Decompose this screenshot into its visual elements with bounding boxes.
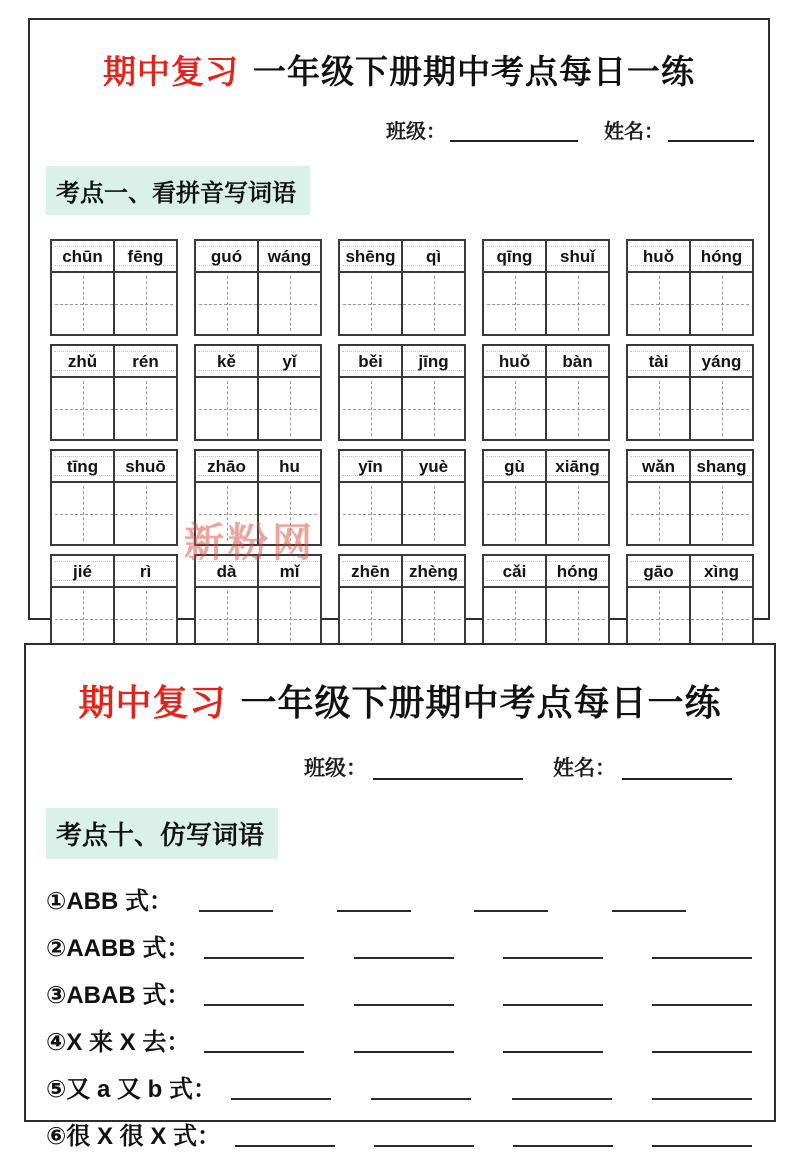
pinyin-syllable: zhāo xyxy=(196,451,259,481)
writing-cell xyxy=(115,588,176,649)
writing-cell xyxy=(259,273,320,334)
pinyin-word-box xyxy=(482,344,610,441)
pinyin-row xyxy=(196,451,320,483)
pinyin-word-box xyxy=(194,344,322,441)
writing-cell xyxy=(547,588,608,649)
writing-area xyxy=(628,378,752,439)
worksheet-page-2 xyxy=(24,643,776,1150)
pinyin-word-box xyxy=(482,449,610,546)
class-field-line xyxy=(373,759,523,780)
writing-cell xyxy=(403,378,464,439)
pinyin-word-box xyxy=(338,554,466,651)
answer-blanks xyxy=(204,994,752,1016)
answer-blank xyxy=(371,1088,471,1100)
class-field-line xyxy=(450,122,578,142)
writing-cell xyxy=(691,378,752,439)
pinyin-row xyxy=(484,451,608,483)
pinyin-row xyxy=(484,556,608,588)
writing-cell xyxy=(340,273,403,334)
class-label: 班级： xyxy=(386,121,446,143)
pinyin-syllable: wǎn xyxy=(628,451,691,481)
pattern-item xyxy=(46,1016,752,1063)
writing-area xyxy=(52,483,176,544)
pinyin-word-box xyxy=(50,239,178,336)
title-badge: 期中复习 xyxy=(78,682,227,723)
writing-area xyxy=(628,483,752,544)
writing-cell xyxy=(547,273,608,334)
pinyin-word-box xyxy=(50,344,178,441)
writing-cell xyxy=(52,483,115,544)
writing-cell xyxy=(691,483,752,544)
pinyin-syllable: shuō xyxy=(125,456,166,476)
writing-cell xyxy=(115,378,176,439)
pinyin-syllable: jīng xyxy=(418,351,449,371)
writing-area xyxy=(484,273,608,334)
pinyin-syllable: zhǔ xyxy=(52,346,115,376)
writing-cell xyxy=(628,378,691,439)
name-field-line xyxy=(622,759,732,780)
writing-cell xyxy=(403,273,464,334)
pinyin-syllable: hu xyxy=(279,456,300,476)
pinyin-syllable: fēng xyxy=(127,246,164,266)
pinyin-word-box xyxy=(626,344,754,441)
worksheet-page-1 xyxy=(28,18,770,620)
writing-cell xyxy=(340,378,403,439)
answer-blank xyxy=(512,1088,612,1100)
answer-blanks xyxy=(204,1041,752,1063)
pinyin-syllable: kě xyxy=(196,346,259,376)
pinyin-word-box xyxy=(338,344,466,441)
answer-blank xyxy=(652,1041,752,1053)
pinyin-syllable: tīng xyxy=(52,451,115,481)
answer-blank xyxy=(503,947,603,959)
pinyin-syllable: zhēn xyxy=(340,556,403,586)
pinyin-row xyxy=(196,241,320,273)
pinyin-syllable: yǐ xyxy=(282,351,297,371)
answer-blank xyxy=(612,900,686,912)
pinyin-syllable: xìng xyxy=(704,561,739,581)
pinyin-row xyxy=(52,556,176,588)
title-text: 一年级下册期中考点每日一练 xyxy=(253,53,695,90)
writing-cell xyxy=(691,588,752,649)
pinyin-syllable: xiāng xyxy=(555,456,600,476)
writing-cell xyxy=(52,378,115,439)
writing-cell xyxy=(484,273,547,334)
answer-blank xyxy=(503,1041,603,1053)
pattern-item-label: ①ABB 式： xyxy=(46,888,173,915)
pinyin-syllable: huǒ xyxy=(484,346,547,376)
pinyin-syllable: rén xyxy=(132,351,159,371)
pinyin-syllable: wáng xyxy=(267,246,312,266)
pinyin-row xyxy=(340,346,464,378)
writing-cell xyxy=(52,273,115,334)
pinyin-word-box xyxy=(626,239,754,336)
student-info-row xyxy=(30,115,768,144)
answer-blank xyxy=(204,994,304,1006)
writing-cell xyxy=(52,588,115,649)
pinyin-syllable: zhèng xyxy=(408,561,459,581)
title-text: 一年级下册期中考点每日一练 xyxy=(240,682,722,723)
pinyin-syllable: yīn xyxy=(340,451,403,481)
pinyin-grid xyxy=(50,239,754,651)
section-title: 考点十、仿写词语 xyxy=(46,808,278,859)
writing-cell xyxy=(115,483,176,544)
pattern-item-label: ⑥很 X 很 X 式： xyxy=(46,1123,222,1150)
writing-area xyxy=(196,588,320,649)
writing-area xyxy=(484,588,608,649)
pinyin-word-box xyxy=(482,239,610,336)
class-label: 班级： xyxy=(304,757,367,780)
watermark: 新粉网 xyxy=(184,521,316,565)
pinyin-word-box xyxy=(338,239,466,336)
pinyin-word-box xyxy=(482,554,610,651)
writing-cell xyxy=(484,483,547,544)
name-label: 姓名： xyxy=(604,121,664,143)
writing-cell xyxy=(628,483,691,544)
pinyin-syllable: jié xyxy=(52,556,115,586)
writing-area xyxy=(340,273,464,334)
pinyin-word-box xyxy=(626,554,754,651)
pinyin-syllable: yáng xyxy=(701,351,742,371)
pinyin-row xyxy=(628,346,752,378)
pinyin-syllable: bàn xyxy=(562,351,593,371)
writing-area xyxy=(340,588,464,649)
pinyin-syllable: shēng xyxy=(340,241,403,271)
pinyin-row xyxy=(340,451,464,483)
writing-area xyxy=(484,483,608,544)
pinyin-row xyxy=(340,556,464,588)
writing-cell xyxy=(340,483,403,544)
writing-cell xyxy=(115,273,176,334)
pattern-item xyxy=(46,969,752,1016)
pinyin-word-box xyxy=(50,449,178,546)
pattern-item xyxy=(46,1063,752,1110)
answer-blank xyxy=(374,1135,474,1147)
pinyin-row xyxy=(340,241,464,273)
pattern-item-label: ③ABAB 式： xyxy=(46,982,191,1009)
pinyin-row xyxy=(628,451,752,483)
pinyin-syllable: guó xyxy=(196,241,259,271)
writing-cell xyxy=(403,588,464,649)
pinyin-syllable: gāo xyxy=(628,556,691,586)
writing-cell xyxy=(628,273,691,334)
pinyin-syllable: dà xyxy=(196,556,259,586)
writing-area xyxy=(52,273,176,334)
pinyin-row xyxy=(52,241,176,273)
writing-cell xyxy=(484,378,547,439)
answer-blank xyxy=(513,1135,613,1147)
writing-cell xyxy=(628,588,691,649)
answer-blank xyxy=(231,1088,331,1100)
answer-blank xyxy=(235,1135,335,1147)
answer-blank xyxy=(652,1135,752,1147)
writing-cell xyxy=(259,378,320,439)
pinyin-syllable: tài xyxy=(628,346,691,376)
pinyin-syllable: chūn xyxy=(52,241,115,271)
writing-cell xyxy=(547,378,608,439)
item-list xyxy=(46,875,752,1157)
pinyin-row xyxy=(52,346,176,378)
answer-blank xyxy=(204,1041,304,1053)
pinyin-row xyxy=(628,556,752,588)
writing-cell xyxy=(259,588,320,649)
pinyin-word-box xyxy=(194,239,322,336)
student-info-row xyxy=(26,752,774,782)
writing-area xyxy=(196,378,320,439)
writing-cell xyxy=(340,588,403,649)
answer-blank xyxy=(354,947,454,959)
writing-area xyxy=(340,378,464,439)
pinyin-word-box xyxy=(194,554,322,651)
pinyin-row xyxy=(196,346,320,378)
writing-cell xyxy=(196,378,259,439)
writing-cell xyxy=(691,273,752,334)
pattern-item-label: ⑤又 a 又 b 式： xyxy=(46,1076,217,1103)
pinyin-syllable: shang xyxy=(696,456,747,476)
writing-cell xyxy=(196,273,259,334)
answer-blank xyxy=(204,947,304,959)
writing-cell xyxy=(403,483,464,544)
pinyin-word-box xyxy=(50,554,178,651)
name-label: 姓名： xyxy=(553,757,616,780)
page-title xyxy=(26,675,774,726)
writing-area xyxy=(484,378,608,439)
answer-blanks xyxy=(235,1135,752,1157)
writing-area xyxy=(196,273,320,334)
pinyin-word-box xyxy=(194,449,322,546)
title-badge: 期中复习 xyxy=(103,53,239,90)
answer-blank xyxy=(199,900,273,912)
pinyin-row xyxy=(52,451,176,483)
writing-area xyxy=(340,483,464,544)
pattern-item xyxy=(46,875,752,922)
pinyin-syllable: huǒ xyxy=(628,241,691,271)
pattern-item xyxy=(46,922,752,969)
answer-blanks xyxy=(204,947,752,969)
writing-area xyxy=(196,483,320,544)
pinyin-syllable: hóng xyxy=(700,246,743,266)
answer-blank xyxy=(652,994,752,1006)
writing-area xyxy=(52,378,176,439)
writing-area xyxy=(628,588,752,649)
pattern-item-label: ④X 来 X 去： xyxy=(46,1029,191,1056)
answer-blanks xyxy=(231,1088,752,1110)
answer-blank xyxy=(474,900,548,912)
pinyin-syllable: mǐ xyxy=(279,561,300,581)
answer-blank xyxy=(337,900,411,912)
pattern-item-label: ②AABB 式： xyxy=(46,935,191,962)
pinyin-word-box xyxy=(626,449,754,546)
section-title: 考点一、看拼音写词语 xyxy=(46,166,310,215)
pinyin-row xyxy=(196,556,320,588)
writing-cell xyxy=(196,483,259,544)
writing-cell xyxy=(547,483,608,544)
pinyin-syllable: běi xyxy=(340,346,403,376)
pinyin-syllable: qì xyxy=(425,246,442,266)
pinyin-syllable: cǎi xyxy=(484,556,547,586)
pinyin-row xyxy=(484,241,608,273)
page-title xyxy=(30,46,768,93)
pinyin-syllable: hóng xyxy=(556,561,599,581)
answer-blank xyxy=(354,1041,454,1053)
writing-cell xyxy=(484,588,547,649)
name-field-line xyxy=(668,122,754,142)
writing-area xyxy=(52,588,176,649)
pinyin-word-box xyxy=(338,449,466,546)
answer-blank xyxy=(503,994,603,1006)
pinyin-syllable: rì xyxy=(139,561,152,581)
answer-blank xyxy=(652,947,752,959)
pattern-item xyxy=(46,1110,752,1157)
writing-cell xyxy=(259,483,320,544)
writing-cell xyxy=(196,588,259,649)
pinyin-syllable: qīng xyxy=(484,241,547,271)
pinyin-syllable: yuè xyxy=(418,456,449,476)
pinyin-row xyxy=(484,346,608,378)
pinyin-syllable: shuǐ xyxy=(560,246,595,266)
writing-area xyxy=(628,273,752,334)
answer-blank xyxy=(354,994,454,1006)
answer-blank xyxy=(652,1088,752,1100)
pinyin-syllable: gù xyxy=(484,451,547,481)
answer-blanks xyxy=(199,900,752,922)
pinyin-row xyxy=(628,241,752,273)
